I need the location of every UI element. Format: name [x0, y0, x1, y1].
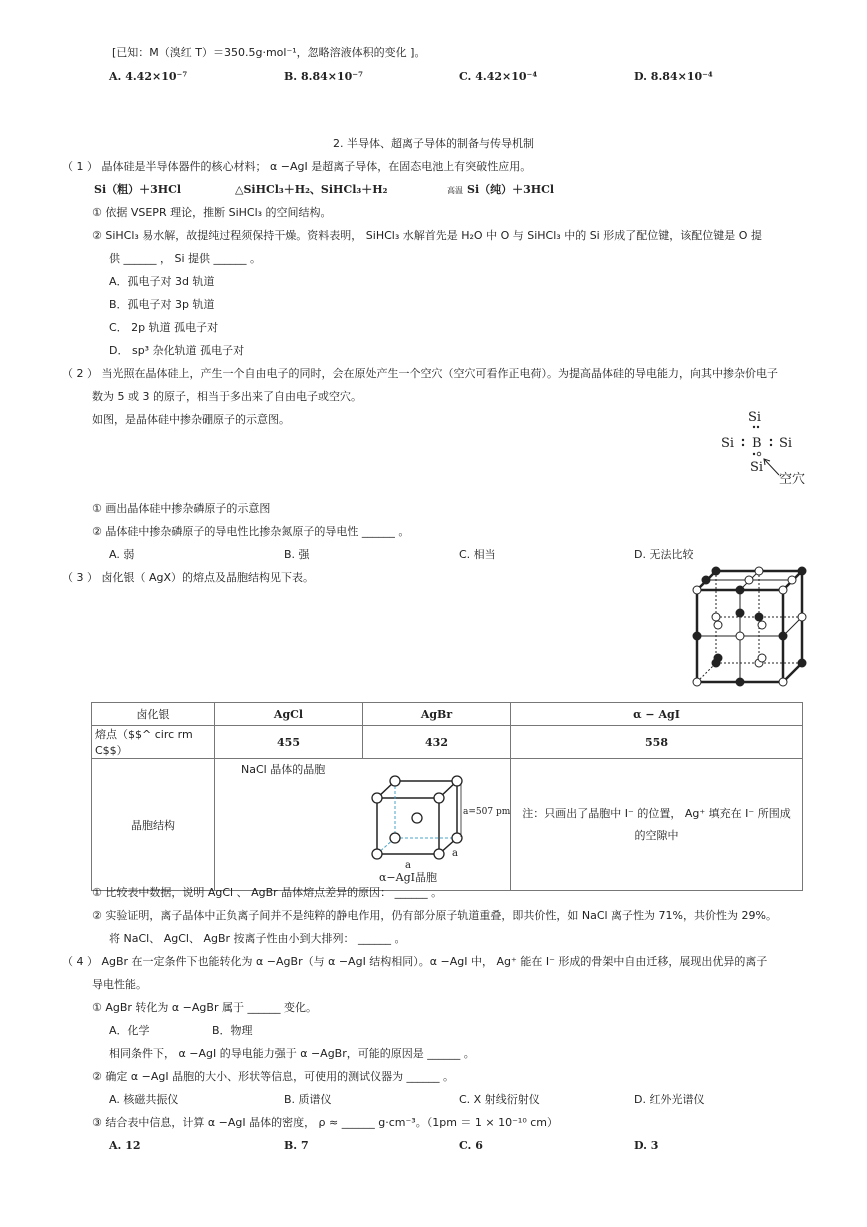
table-header-halide: 卤化银 — [92, 703, 215, 726]
option-d[interactable]: D. 8.84×10⁻⁴ — [634, 70, 713, 83]
q2-sub1: ① 画出晶体硅中掺杂磷原子的示意图 — [92, 502, 271, 515]
q2-line1: （ 2 ） 当光照在晶体硅上，产生一个自由电子的同时，会在原处产生一个空穴（空穴可看作正电荷）。为提高晶体硅的导电能力，向其中掺杂价电子 — [62, 367, 778, 380]
q1-intro: （ 1 ） 晶体硅是半导体器件的核心材料； α −AgI 是超离子导体，在固态电池上有突破性应用。 — [62, 160, 532, 173]
known-note: [已知：M（溴红 T）＝350.5g·mol⁻¹，忽略溶液体积的变化 ]。 — [112, 46, 426, 59]
q4-line2: 导电性能。 — [92, 978, 147, 991]
q4-sub3-option-c[interactable]: C. 6 — [459, 1139, 483, 1152]
q4-sub1-option-a[interactable]: A．化学 — [109, 1024, 150, 1037]
option-b[interactable]: B. 8.84×10⁻⁷ — [284, 70, 363, 83]
si-bottom: Si — [750, 460, 764, 475]
nacl-cell-diagram — [690, 563, 810, 687]
q3-sub2-line1: ② 实验证明，离子晶体中正负离子间并不是纯粹的静电作用，仍有部分原子轨道重叠，即共价性，如 NaCl 离子性为 71%，共价性为 29%。 — [92, 909, 777, 922]
q4-sub2-option-a[interactable]: A. 核磁共振仪 — [109, 1093, 179, 1106]
table-melt-agcl: 455 — [215, 726, 363, 759]
table-note-line2: 的空隙中 — [634, 828, 679, 842]
q4-sub2-option-b[interactable]: B. 质谱仪 — [284, 1093, 332, 1106]
q1-option-b[interactable]: B．孤电子对 3p 轨道 — [109, 298, 215, 311]
hole-label: 空穴 — [779, 472, 806, 487]
option-a[interactable]: A. 4.42×10⁻⁷ — [109, 70, 188, 83]
q1-reaction-3: Si（纯）＋3HCl — [467, 183, 555, 196]
q4-sub1: ① AgBr 转化为 α −AgBr 属于 ______ 变化。 — [92, 1001, 317, 1014]
si-left: Si — [721, 436, 735, 451]
silver-halide-table — [91, 702, 803, 891]
q1-reaction-1: Si（粗）＋3HCl — [94, 183, 182, 196]
agi-cell-diagram — [365, 771, 525, 886]
q4-sub2: ② 确定 α −AgI 晶胞的大小、形状等信息，可使用的测试仪器为 ______ 。 — [92, 1070, 455, 1083]
edge-label: a=507 pm — [463, 807, 511, 817]
table-struct-label: 晶胞结构 — [92, 759, 215, 891]
table-header-agbr: AgBr — [363, 703, 511, 726]
boron-doping-diagram — [715, 405, 825, 490]
agi-cell-caption: α−AgI晶胞 — [379, 871, 437, 884]
q2-line2: 数为 5 或 3 的原子，相当于多出来了自由电子或空穴。 — [92, 390, 362, 403]
table-note-line1: 注：只画出了晶胞中 I⁻ 的位置， Ag⁺ 填充在 I⁻ 所围成 — [522, 806, 791, 820]
q2-line3: 如图，是晶体硅中掺杂硼原子的示意图。 — [92, 413, 290, 426]
q2-option-c[interactable]: C. 相当 — [459, 548, 496, 561]
table-struct-cell — [215, 759, 511, 891]
q1-option-c[interactable]: C． 2p 轨道 孤电子对 — [109, 321, 219, 334]
table-header-agi: α − AgI — [511, 703, 803, 726]
q2-sub2: ② 晶体硅中掺杂磷原子的导电性比掺杂氮原子的导电性 ______ 。 — [92, 525, 410, 538]
q2-option-b[interactable]: B. 强 — [284, 548, 310, 561]
q2-option-a[interactable]: A. 弱 — [109, 548, 135, 561]
q3-sub2-line2: 将 NaCl、 AgCl、 AgBr 按离子性由小到大排列： ______ 。 — [109, 932, 406, 945]
si-top: Si — [748, 410, 762, 425]
q4-sub3-option-d[interactable]: D. 3 — [634, 1139, 659, 1152]
table-melt-label: 熔点（$$^ circ rm C$$） — [92, 726, 215, 759]
option-c[interactable]: C. 4.42×10⁻⁴ — [459, 70, 538, 83]
table-melt-agi: 558 — [511, 726, 803, 759]
q4-sub3-option-a[interactable]: A. 12 — [109, 1139, 141, 1152]
q4-sub3: ③ 结合表中信息，计算 α −AgI 晶体的密度， ρ ≈ ______ g·cm⁻³。（1pm ＝ 1 × 10⁻¹⁰ cm） — [92, 1116, 558, 1129]
q1-option-a[interactable]: A．孤电子对 3d 轨道 — [109, 275, 215, 288]
q4-line1: （ 4 ） AgBr 在一定条件下也能转化为 α −AgBr（与 α −AgI 结构相同）。α −AgI 中， Ag⁺ 能在 I⁻ 形成的骨架中自由迁移，展现出优异的离子 — [62, 955, 768, 968]
hole-circle — [757, 452, 761, 456]
q1-sub2-line2: 供 ______ ， Si 提供 ______ 。 — [109, 252, 262, 265]
nacl-cell-label: NaCl 晶体的晶胞 — [241, 763, 326, 776]
table-header-agcl: AgCl — [215, 703, 363, 726]
q1-option-d[interactable]: D． sp³ 杂化轨道 孤电子对 — [109, 344, 245, 357]
q3-intro: （ 3 ） 卤化银（ AgX）的熔点及晶胞结构见下表。 — [62, 571, 315, 584]
q2-option-d[interactable]: D. 无法比较 — [634, 548, 694, 561]
q4-sub3-option-b[interactable]: B. 7 — [284, 1139, 309, 1152]
q1-sub2-line1: ② SiHCl₃ 易水解，故提纯过程须保持干燥。资料表明， SiHCl₃ 水解首先是 H₂O 中 O 与 SiHCl₃ 中的 Si 形成了配位键，该配位键是 O 提 — [92, 229, 762, 242]
si-right: Si — [779, 436, 793, 451]
section-title: 2. 半导体、超离子导体的制备与传导机制 — [333, 137, 534, 150]
table-melt-agbr: 432 — [363, 726, 511, 759]
q4-sub1-option-b[interactable]: B．物理 — [212, 1024, 253, 1037]
table-note-cell — [511, 759, 803, 891]
a-label-side: a — [452, 848, 458, 859]
q3-sub1: ① 比较表中数据，说明 AgCl 、 AgBr 晶体熔点差异的原因： ______ 。 — [92, 886, 443, 899]
q1-reaction-cond: 高温 — [447, 186, 463, 195]
q1-sub1: ① 依据 VSEPR 理论，推断 SiHCl₃ 的空间结构。 — [92, 206, 332, 219]
q4-sub2-option-c[interactable]: C. X 射线衍射仪 — [459, 1093, 540, 1106]
a-label-bottom: a — [405, 860, 411, 871]
q1-reaction-2: △SiHCl₃＋H₂、SiHCl₃＋H₂ — [235, 183, 388, 196]
q4-sub1-line2: 相同条件下， α −AgI 的导电能力强于 α −AgBr，可能的原因是 ______ 。 — [109, 1047, 475, 1060]
hole-arrow — [764, 459, 779, 475]
q4-sub2-option-d[interactable]: D. 红外光谱仪 — [634, 1093, 705, 1106]
b-center: B — [752, 436, 762, 451]
